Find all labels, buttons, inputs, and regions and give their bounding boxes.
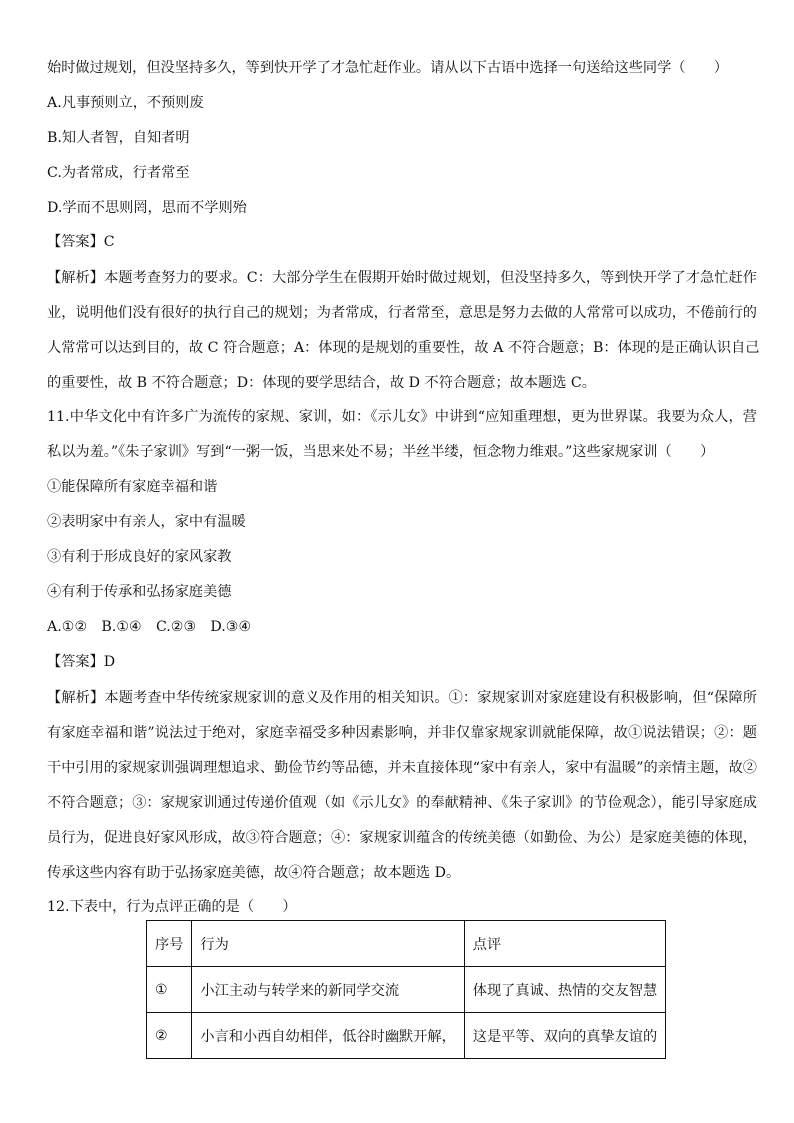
text-line: A.①② B.①④ C.②③ D.③④ [47, 619, 252, 635]
text-line: 【解析】本题考查中华传统家规家训的意义及作用的相关知识。①：家规家训对家庭建设有积极影响，但“保障所 [47, 690, 757, 706]
text-line: 始时做过规划，但没坚持多久，等到快开学了才急忙赶作业。请从以下古语中选择一句送给这些同学（ ） [47, 60, 729, 76]
table-cell: ② [147, 1013, 192, 1059]
text-line: 12.下表中，行为点评正确的是（ ） [47, 899, 297, 915]
text-line: 【解析】本题考查努力的要求。C：大部分学生在假期开始时做过规划，但没坚持多久，等到快开学了才急忙赶作 [47, 270, 757, 286]
text-line: ②表明家中有亲人，家中有温暖 [47, 514, 246, 530]
table-cell: 小江主动与转学来的新同学交流 [192, 967, 464, 1013]
text-line: 员行为，促进良好家风形成，故③符合题意；④：家规家训蕴含的传统美德（如勤俭、为公）是家庭美德的体现， [47, 830, 757, 846]
text-line: A.凡事预则立，不预则废 [47, 95, 204, 111]
table-cell: 体现了真诚、热情的交友智慧 [464, 967, 665, 1013]
table-header-cell: 行为 [192, 921, 464, 967]
text-line: C.为者常成，行者常至 [47, 165, 190, 181]
text-line: ④有利于传承和弘扬家庭美德 [47, 584, 232, 600]
table-header-cell: 序号 [147, 921, 192, 967]
text-line: 传承这些内容有助于弘扬家庭美德，故④符合题意；故本题选 D。 [47, 865, 461, 881]
text-line: 的重要性，故 B 不符合题意；D：体现的要学思结合，故 D 不符合题意；故本题选 C。 [47, 375, 596, 391]
text-line: 有家庭幸福和谐”说法过于绝对，家庭幸福受多种因素影响，并非仅靠家规家训就能保障，故①说法错误；②：题 [47, 725, 757, 741]
text-line: ③有利于形成良好的家风家教 [47, 549, 232, 565]
question-table [146, 920, 666, 1059]
text-line: 私以为羞。”《朱子家训》写到“一粥一饭，当思来处不易；半丝半缕，恒念物力维艰。”这些家规家训（ ） [47, 444, 715, 460]
text-line: 【答案】C [47, 234, 115, 250]
table-row [147, 1013, 666, 1059]
table-header-row [147, 921, 666, 967]
text-line: D.学而不思则罔，思而不学则殆 [47, 200, 247, 216]
text-line: 不符合题意；③：家规家训通过传递价值观（如《示儿女》的奉献精神、《朱子家训》的节俭观念），能引导家庭成 [47, 795, 757, 811]
text-line: 干中引用的家规家训强调理想追求、勤俭节约等品德，并未直接体现“家中有亲人，家中有温暖”的亲情主题，故② [47, 760, 757, 776]
text-line: B.知人者智，自知者明 [47, 130, 190, 146]
table-cell: ① [147, 967, 192, 1013]
table-header-cell: 点评 [464, 921, 665, 967]
text-line: 11.中华文化中有许多广为流传的家规、家训，如：《示儿女》中讲到“应知重理想，更为世界谋。我要为众人，营 [47, 409, 757, 425]
text-line: 【答案】D [47, 654, 116, 670]
text-line: 业，说明他们没有很好的执行自己的规划；为者常成，行者常至，意思是努力去做的人常常可以成功，不倦前行的 [47, 305, 757, 321]
text-line: ①能保障所有家庭幸福和谐 [47, 479, 218, 495]
table-row [147, 967, 666, 1013]
table-cell: 这是平等、双向的真挚友谊的 [464, 1013, 665, 1059]
table-cell: 小言和小西自幼相伴，低谷时幽默开解， [192, 1013, 464, 1059]
text-line: 人常常可以达到目的，故 C 符合题意；A：体现的是规划的重要性，故 A 不符合题意；B：体现的是正确认识自己 [47, 340, 760, 356]
